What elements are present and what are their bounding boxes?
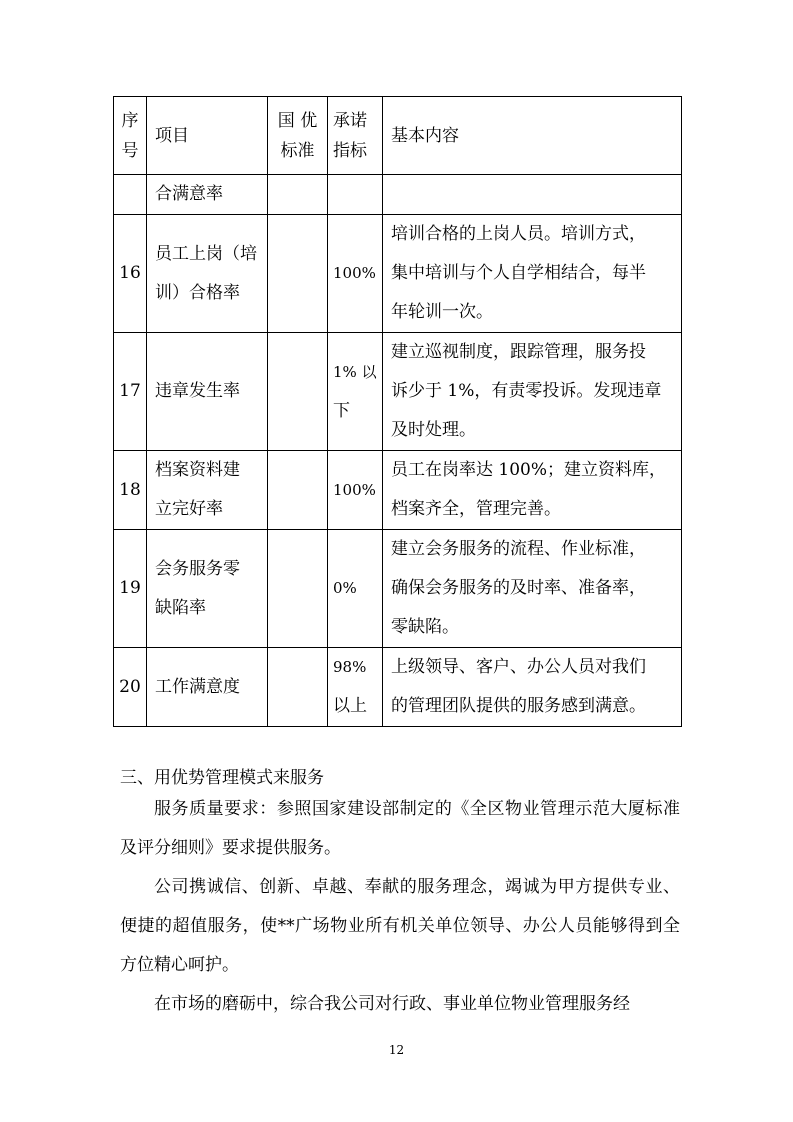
row-indicator: 98% 以上 (328, 648, 383, 727)
row-content: 上级领导、客户、办公人员对我们 的管理团队提供的服务感到满意。 (383, 648, 682, 727)
header-no: 序 号 (114, 97, 147, 175)
row-indicator: 1% 以 下 (328, 333, 383, 451)
header-indicator: 承诺 指标 (328, 97, 383, 175)
row-no: 19 (114, 530, 147, 648)
row-standard (268, 215, 328, 333)
row-item: 合满意率 (147, 175, 268, 215)
header-content: 基本内容 (383, 97, 682, 175)
row-no (114, 175, 147, 215)
header-standard: 国 优 标准 (268, 97, 328, 175)
table-row (114, 215, 682, 333)
row-no: 16 (114, 215, 147, 333)
row-item: 工作满意度 (147, 648, 268, 727)
row-item: 违章发生率 (147, 333, 268, 451)
row-item: 档案资料建 立完好率 (147, 451, 268, 530)
row-content: 员工在岗率达 100%；建立资料库， 档案齐全，管理完善。 (383, 451, 682, 530)
row-standard (268, 333, 328, 451)
paragraph: 公司携诚信、创新、卓越、奉献的服务理念，竭诚为甲方提供专业、便捷的超值服务，使**广场物业所有机关单位领导、办公人员能够得到全方位精心呵护。 (120, 877, 680, 975)
row-no: 20 (114, 648, 147, 727)
section-heading: 三、用优势管理模式来服务 (120, 768, 324, 788)
section-body (120, 790, 680, 1024)
row-content (383, 175, 682, 215)
paragraph: 在市场的磨砺中，综合我公司对行政、事业单位物业管理服务经 (154, 994, 630, 1014)
paragraph: 服务质量要求：参照国家建设部制定的《全区物业管理示范大厦标准及评分细则》要求提供服务。 (120, 799, 680, 858)
row-indicator (328, 175, 383, 215)
indicator-table (113, 96, 682, 727)
row-indicator: 100% (328, 451, 383, 530)
table-row (114, 530, 682, 648)
row-no: 18 (114, 451, 147, 530)
row-standard (268, 530, 328, 648)
row-content: 建立巡视制度，跟踪管理，服务投 诉少于 1%，有责零投诉。发现违章 及时处理。 (383, 333, 682, 451)
row-indicator: 100% (328, 215, 383, 333)
table-row (114, 648, 682, 727)
table-row (114, 451, 682, 530)
row-content: 建立会务服务的流程、作业标准， 确保会务服务的及时率、准备率， 零缺陷。 (383, 530, 682, 648)
row-standard (268, 175, 328, 215)
table-row (114, 333, 682, 451)
header-item: 项目 (147, 97, 268, 175)
row-item: 会务服务零 缺陷率 (147, 530, 268, 648)
row-no: 17 (114, 333, 147, 451)
table-header-row (114, 97, 682, 175)
row-standard (268, 451, 328, 530)
page-number: 12 (388, 1043, 405, 1057)
row-content: 培训合格的上岗人员。培训方式， 集中培训与个人自学相结合，每半 年轮训一次。 (383, 215, 682, 333)
row-standard (268, 648, 328, 727)
row-indicator: 0% (328, 530, 383, 648)
row-item: 员工上岗（培 训）合格率 (147, 215, 268, 333)
table-row (114, 175, 682, 215)
